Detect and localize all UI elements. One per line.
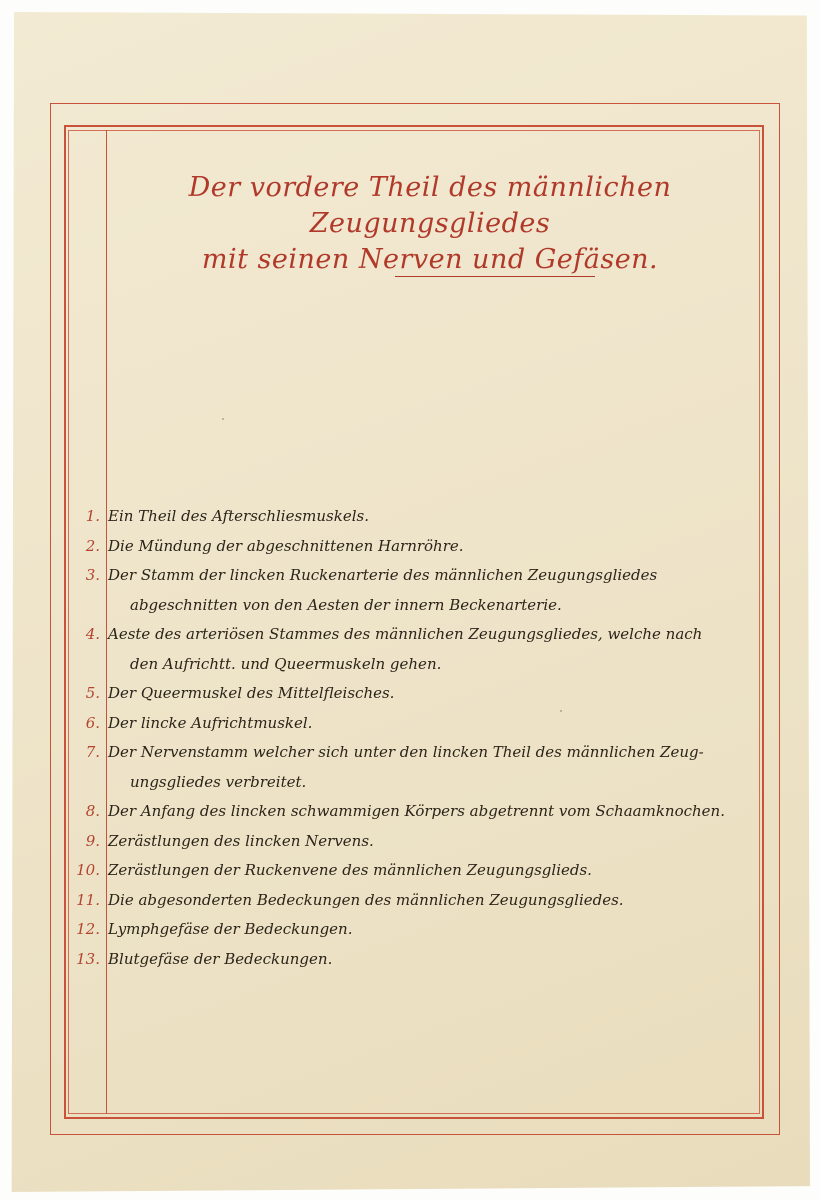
legend-text: Blutgefäse der Bedeckungen. [108, 949, 333, 968]
legend-text: den Aufrichtt. und Queermuskeln gehen. [130, 654, 442, 673]
legend-number: 11. [76, 890, 100, 909]
legend-number: 10. [76, 861, 100, 879]
legend-text: Der Stamm der lincken Ruckenarterie des männlichen Zeugungsgliedes [108, 566, 658, 584]
legend-text: ungsgliedes verbreitet. [130, 772, 307, 791]
legend-entry [66, 620, 746, 650]
legend-entry [66, 886, 746, 916]
legend-text: Ein Theil des Afterschliesmuskels. [108, 507, 369, 525]
legend-number: 4. [85, 625, 100, 643]
title-underline [395, 276, 595, 277]
legend-entry [66, 561, 746, 591]
legend-text: abgeschnitten von den Aesten der innern Beckenarterie. [130, 595, 562, 614]
legend-list [66, 502, 746, 974]
legend-number: 9. [85, 831, 100, 850]
legend-text: Der Queermuskel des Mittelfleisches. [108, 684, 395, 702]
legend-text: Der Nervenstamm welcher sich unter den lincken Theil des männlichen Zeug- [108, 743, 704, 761]
legend-number: 6. [85, 713, 100, 732]
legend-number: 3. [85, 566, 100, 584]
legend-text: Die Mündung der abgeschnittenen Harnröhre. [108, 536, 464, 555]
legend-entry [66, 827, 746, 857]
legend-entry [66, 797, 746, 827]
legend-entry [66, 915, 746, 945]
legend-number: 7. [85, 743, 100, 761]
legend-entry [66, 738, 746, 768]
title-line-1: Der vordere Theil des männlichen Zeugungsgliedes [188, 172, 672, 239]
legend-entry [66, 679, 746, 709]
legend-number: 1. [85, 507, 100, 525]
legend-entry-continuation [66, 650, 746, 680]
legend-entry [66, 945, 746, 975]
legend-number: 12. [76, 920, 100, 938]
legend-number: 13. [76, 949, 100, 968]
legend-text: Die abgesonderten Bedeckungen des männlichen Zeugungsgliedes. [108, 890, 624, 909]
legend-entry-continuation [66, 591, 746, 621]
legend-entry [66, 502, 746, 532]
legend-entry [66, 856, 746, 886]
legend-text: Zerästlungen des lincken Nervens. [108, 831, 374, 850]
legend-entry [66, 532, 746, 562]
legend-entry [66, 709, 746, 739]
paper-speck [222, 418, 224, 420]
legend-text: Zerästlungen der Ruckenvene des männlichen Zeugungsglieds. [108, 861, 592, 879]
page-title [120, 170, 740, 278]
paper-speck [560, 710, 562, 712]
legend-text: Der Anfang des lincken schwammigen Körpers abgetrennt vom Schaamknochen. [108, 802, 725, 820]
legend-text: Lymphgefäse der Bedeckungen. [108, 920, 353, 938]
legend-text: Der lincke Aufrichtmuskel. [108, 713, 313, 732]
title-line-2: mit seinen Nerven und Gefäsen. [201, 244, 659, 275]
legend-number: 2. [85, 536, 100, 555]
legend-entry-continuation [66, 768, 746, 798]
legend-text: Aeste des arteriösen Stammes des männlichen Zeugungsgliedes, welche nach [108, 625, 703, 643]
legend-number: 8. [85, 802, 100, 820]
legend-number: 5. [85, 684, 100, 702]
